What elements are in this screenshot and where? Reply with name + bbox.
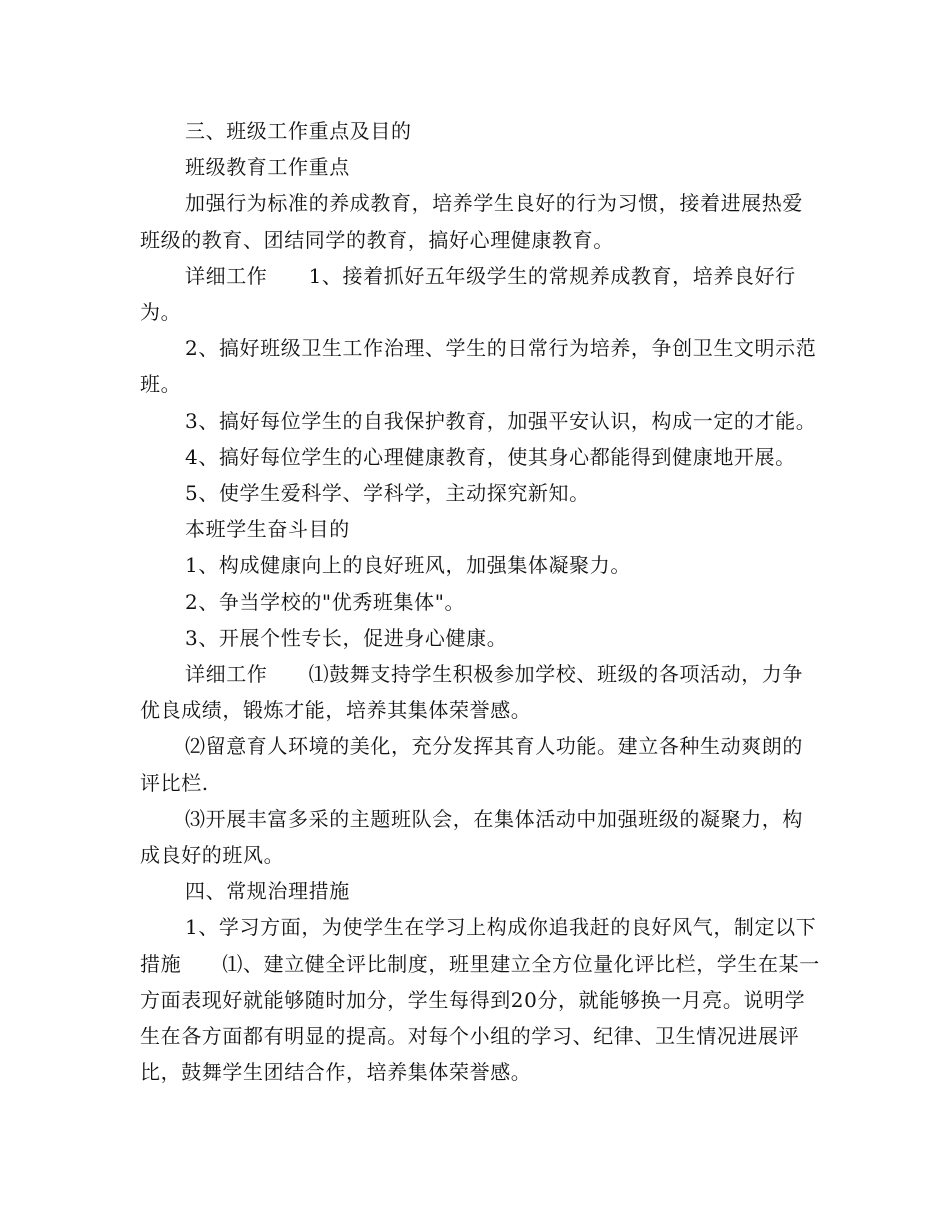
paragraph-work-item-5: 5、使学生爱科学、学科学，主动探究新知。 bbox=[185, 481, 590, 506]
paragraph-detail-3: ⑶开展丰富多采的主题班队会，在集体活动中加强班级的凝聚力，构成良好的班风。 bbox=[140, 806, 803, 868]
paragraph-detail-1: 详细工作 ⑴鼓舞支持学生积极参加学校、班级的各项活动，力争优良成绩，锻炼才能，培养其集体荣誉感。 bbox=[140, 662, 803, 723]
paragraph-goal-3: 3、开展个性专长，促进身心健康。 bbox=[185, 625, 508, 650]
section-heading-goals: 三、班级工作重点及目的 bbox=[185, 119, 412, 143]
paragraph-education-focus: 加强行为标准的养成教育，培养学生良好的行为习惯，接着进展热爱班级的教育、团结同学的教育，搞好心理健康教育。 bbox=[140, 191, 803, 252]
paragraph-work-item-3: 3、搞好每位学生的自我保护教育，加强平安认识，构成一定的才能。 bbox=[185, 408, 817, 433]
subheading-education-focus: 班级教育工作重点 bbox=[185, 155, 350, 180]
paragraph-work-item-4: 4、搞好每位学生的心理健康教育，使其身心都能得到健康地开展。 bbox=[185, 444, 796, 469]
paragraph-work-item-2: 2、搞好班级卫生工作治理、学生的日常行为培养，争创卫生文明示范班。 bbox=[140, 336, 817, 397]
paragraph-work-item-1: 详细工作 1、接着抓好五年级学生的常规养成教育，培养良好行为。 bbox=[140, 263, 796, 325]
paragraph-goal-2: 2、争当学校的"优秀班集体"。 bbox=[185, 589, 466, 614]
section-heading-measures: 四、常规治理措施 bbox=[185, 879, 350, 904]
paragraph-goal-1: 1、构成健康向上的良好班风，加强集体凝聚力。 bbox=[185, 553, 631, 578]
paragraph-detail-2: ⑵留意育人环境的美化，充分发挥其育人功能。建立各种生动爽朗的评比栏. bbox=[140, 734, 803, 795]
subheading-class-goals: 本班学生奋斗目的 bbox=[185, 517, 350, 542]
paragraph-study-measures: 1、学习方面，为使学生在学习上构成你追我赶的良好风气，制定以下措施 ⑴、建立健全评比制度，班里建立全方位量化评比栏，学生在某一方面表现好就能够随时加分，学生每得到20分，就能够换一月亮。说明学生在各方面都有明显的提高。对每个小组的学习、纪律、卫生情况进展评比，鼓舞学生团结合作，培养集体荣誉感。 bbox=[140, 915, 820, 1085]
